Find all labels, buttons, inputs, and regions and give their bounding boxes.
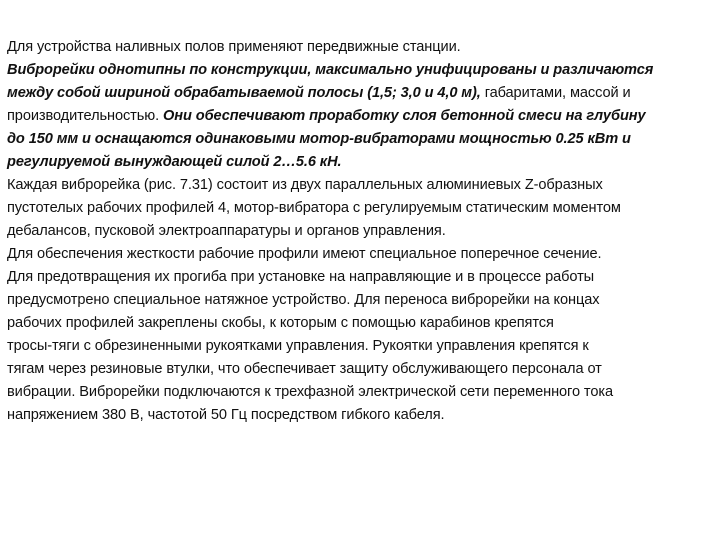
body-text: Для предотвращения их прогиба при установке на направляющие и в процессе работы bbox=[7, 269, 595, 285]
text-line bbox=[7, 174, 712, 197]
text-line bbox=[7, 197, 712, 220]
text-line bbox=[7, 243, 712, 266]
text-line bbox=[7, 36, 712, 59]
body-text: напряжением 380 В, частотой 50 Гц посредством гибкого кабеля. bbox=[7, 407, 445, 423]
body-text: предусмотрено специальное натяжное устройство. Для переноса виброрейки на концах bbox=[7, 292, 600, 308]
text-line bbox=[7, 151, 712, 174]
text-line bbox=[7, 105, 712, 128]
emphasized-text: регулируемой вынуждающей силой 2…5.6 кН. bbox=[7, 154, 342, 170]
body-text: рабочих профилей закреплены скобы, к которым с помощью карабинов крепятся bbox=[7, 315, 554, 331]
body-text: Для обеспечения жесткости рабочие профили имеют специальное поперечное сечение. bbox=[7, 246, 602, 262]
body-text: пустотелых рабочих профилей 4, мотор-вибратора с регулируемым статическим моментом bbox=[7, 200, 621, 216]
text-line bbox=[7, 220, 712, 243]
emphasized-text: до 150 мм и оснащаются одинаковыми мотор-вибраторами мощностью 0.25 кВт и bbox=[7, 131, 631, 147]
body-text: Каждая виброрейка (рис. 7.31) состоит из двух параллельных алюминиевых Z-образных bbox=[7, 177, 603, 193]
text-line bbox=[7, 381, 712, 404]
body-text: производительностью. bbox=[7, 108, 164, 124]
emphasized-text: между собой шириной обрабатываемой полосы (1,5; 3,0 и 4,0 м), bbox=[7, 85, 481, 101]
text-line bbox=[7, 128, 712, 151]
body-text: вибрации. Виброрейки подключаются к трехфазной электрической сети переменного тока bbox=[7, 384, 613, 400]
body-text: дебалансов, пусковой электроаппаратуры и органов управления. bbox=[7, 223, 446, 239]
text-line bbox=[7, 404, 712, 427]
body-text: габаритами, массой и bbox=[480, 85, 631, 101]
text-line bbox=[7, 266, 712, 289]
text-line bbox=[7, 358, 712, 381]
document-body bbox=[7, 36, 712, 427]
body-text: Для устройства наливных полов применяют передвижные станции. bbox=[7, 39, 461, 55]
body-text: тягам через резиновые втулки, что обеспечивает защиту обслуживающего персонала от bbox=[7, 361, 602, 377]
emphasized-text: Они обеспечивают проработку слоя бетонной смеси на глубину bbox=[163, 108, 646, 124]
emphasized-text: Виброрейки однотипны по конструкции, максимально унифицированы и различаются bbox=[7, 62, 654, 78]
text-line bbox=[7, 59, 712, 82]
text-line bbox=[7, 82, 712, 105]
body-text: тросы-тяги с обрезиненными рукоятками управления. Рукоятки управления крепятся к bbox=[7, 338, 589, 354]
text-line bbox=[7, 335, 712, 358]
text-line bbox=[7, 289, 712, 312]
text-line bbox=[7, 312, 712, 335]
